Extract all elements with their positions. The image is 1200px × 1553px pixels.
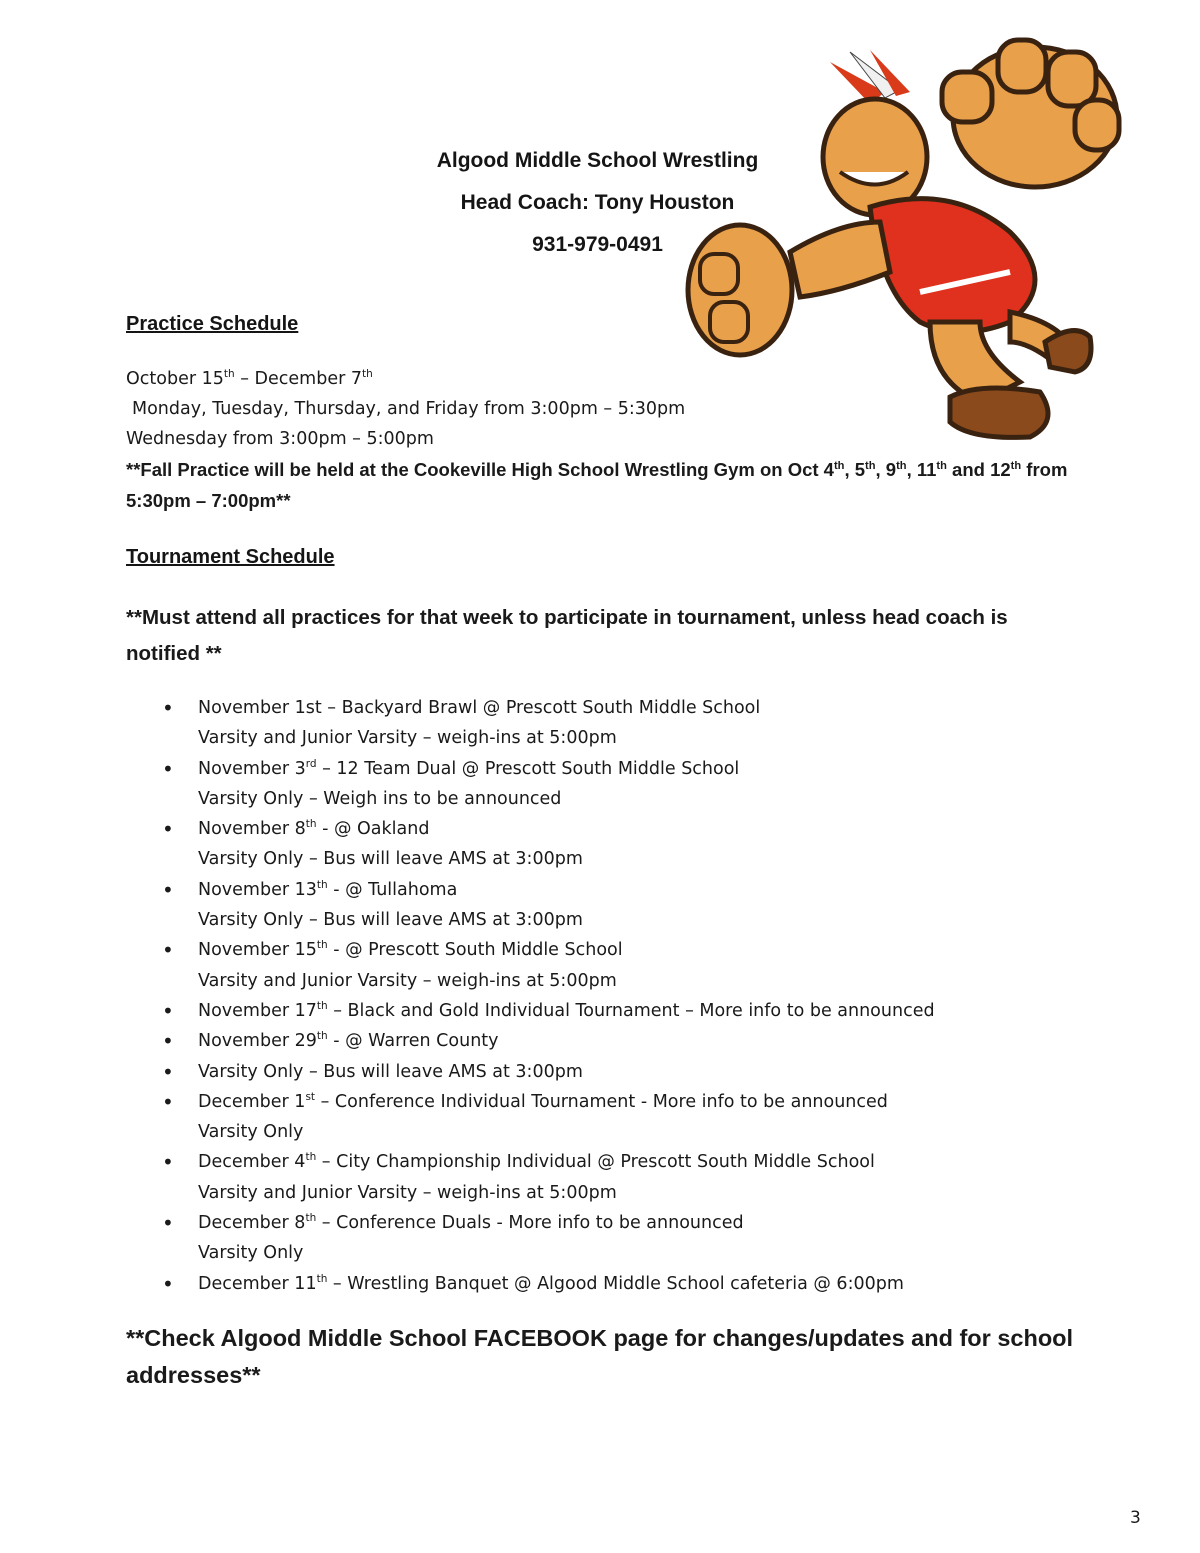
fall-practice-note: **Fall Practice will be held at the Cookeville High School Wrestling Gym on Oct 4th, 5th, 9th, 11th and 12th from 5:30pm – 7:00pm** [126, 459, 1068, 511]
tournament-event: • November 13th - @ Tullahoma [198, 878, 458, 900]
tournament-event: • November 17th – Black and Gold Individual Tournament – More info to be announced [198, 1000, 935, 1021]
tournament-item [198, 754, 1098, 815]
tournament-event: • November 3rd – 12 Team Dual @ Prescott South Middle School [198, 757, 740, 779]
tournament-event: • Varsity Only – Bus will leave AMS at 3:00pm [198, 1061, 583, 1082]
practice-details [126, 364, 1086, 516]
tournament-event: • December 1st – Conference Individual Tournament - More info to be announced [198, 1091, 888, 1112]
tournament-event: • December 4th – City Championship Individual @ Prescott South Middle School [198, 1151, 875, 1173]
tournament-item [198, 1057, 1098, 1087]
tournament-detail: Varsity Only – Bus will leave AMS at 3:00pm [198, 910, 583, 931]
tournament-event: • November 15th - @ Prescott South Middle School [198, 939, 623, 961]
attendance-notice: **Must attend all practices for that week to participate in tournament, unless head coach is notified ** [126, 606, 1008, 665]
tournament-item [198, 693, 1098, 754]
tournament-schedule-title: Tournament Schedule [126, 546, 335, 568]
practice-date-range: October 15th – December 7th [126, 368, 373, 389]
tournament-detail: Varsity Only – Weigh ins to be announced [198, 788, 562, 809]
tournament-detail: Varsity Only [198, 1243, 304, 1264]
practice-schedule-title: Practice Schedule [126, 313, 299, 335]
tournament-detail: Varsity Only – Bus will leave AMS at 3:00pm [198, 849, 583, 870]
tournament-item [198, 1269, 1098, 1299]
tournament-event: • November 1st – Backyard Brawl @ Prescott South Middle School [198, 698, 761, 718]
tournament-list [198, 693, 1098, 1299]
tournament-event: • November 8th - @ Oakland [198, 818, 430, 840]
school-title: Algood Middle School Wrestling [436, 149, 759, 172]
tournament-detail: Varsity and Junior Varsity – weigh-ins at 5:00pm [198, 1182, 617, 1203]
tournament-item [198, 814, 1098, 875]
tournament-event: • November 29th - @ Warren County [198, 1030, 499, 1052]
tournament-detail: Varsity Only [198, 1122, 304, 1143]
tournament-item [198, 935, 1098, 996]
tournament-item [198, 1026, 1098, 1056]
coach-name: Head Coach: Tony Houston [460, 191, 735, 214]
tournament-item [198, 1147, 1098, 1208]
tournament-detail: Varsity and Junior Varsity – weigh-ins at 5:00pm [198, 970, 617, 991]
tournament-item [198, 1208, 1098, 1269]
page-number: 3 [1130, 1508, 1141, 1528]
facebook-notice: **Check Algood Middle School FACEBOOK page for changes/updates and for school addresses** [126, 1325, 1074, 1388]
coach-phone: 931-979-0491 [532, 233, 663, 256]
practice-wednesday: Wednesday from 3:00pm – 5:00pm [126, 429, 434, 449]
tournament-item [198, 875, 1098, 936]
tournament-item [198, 1087, 1098, 1148]
tournament-item [198, 996, 1098, 1026]
tournament-event: • December 8th – Conference Duals - More info to be announced [198, 1212, 744, 1234]
tournament-event: • December 11th – Wrestling Banquet @ Algood Middle School cafeteria @ 6:00pm [198, 1272, 904, 1294]
tournament-detail: Varsity and Junior Varsity – weigh-ins at 5:00pm [198, 728, 617, 749]
practice-weekdays: Monday, Tuesday, Thursday, and Friday from 3:00pm – 5:30pm [132, 399, 686, 419]
